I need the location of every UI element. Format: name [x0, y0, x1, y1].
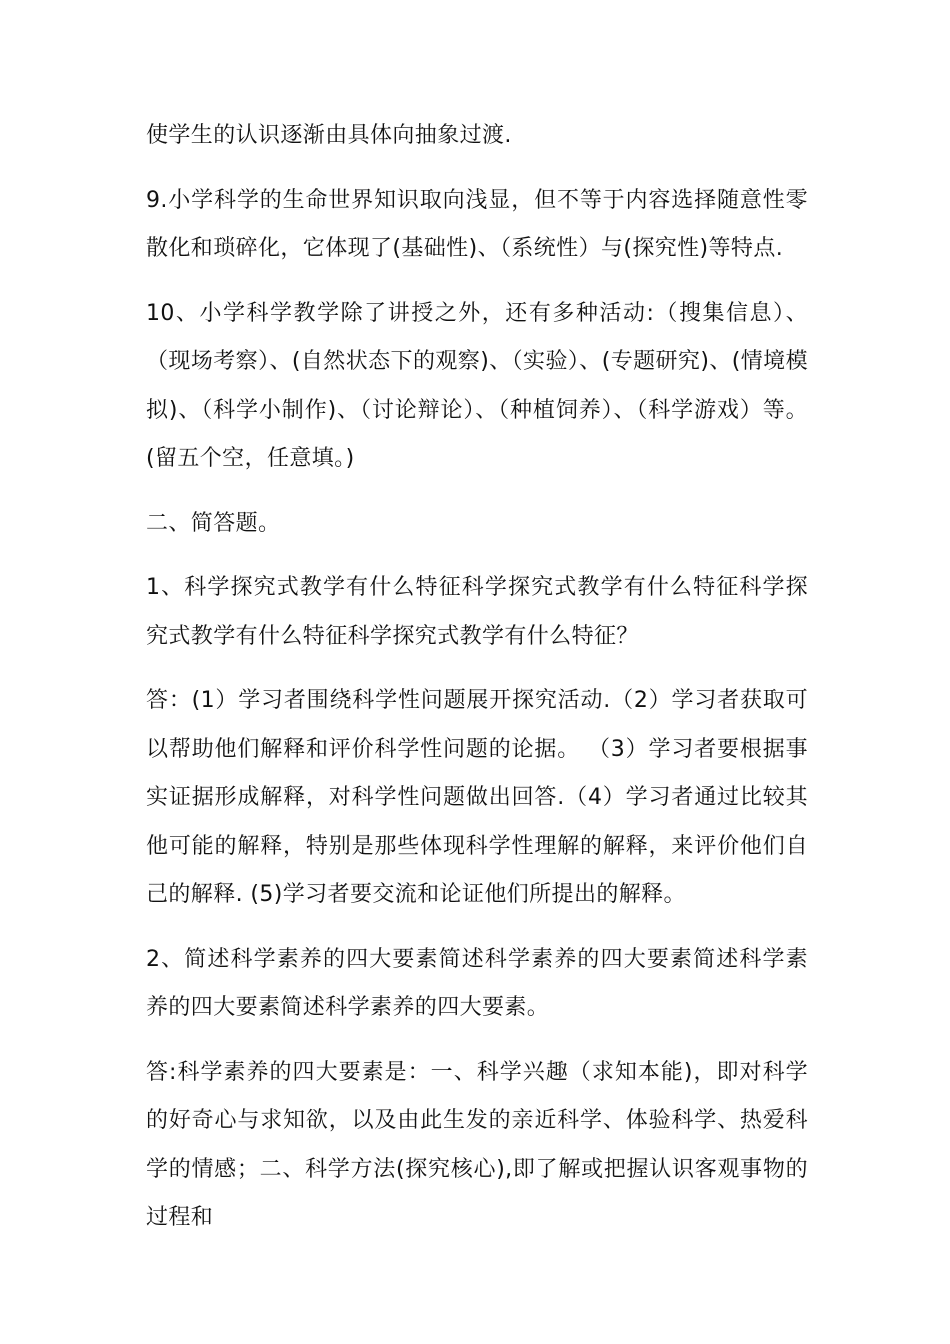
answer-1: 答：(1）学习者围绕科学性问题展开探究活动.（2）学习者获取可以帮助他们解释和评价科学性问题的论据。 （3）学习者要根据事实证据形成解释，对科学性问题做出回答.（4）学习者通过比较其他可能的解释，特别是那些体现科学性理解的解释，来评价他们自己的解释. (5)学习者要交流和论证他们所提出的解释。 — [146, 688, 808, 907]
paragraph-item-9: 9.小学科学的生命世界知识取向浅显，但不等于内容选择随意性零散化和琐碎化，它体现了(基础性)、（系统性）与(探究性)等特点. — [146, 187, 808, 261]
answer-2: 答:科学素养的四大要素是：一、科学兴趣（求知本能)，即对科学的好奇心与求知欲，以及由此生发的亲近科学、体验科学、热爱科学的情感；二、科学方法(探究核心),即了解或把握认识客观事物的过程和 — [146, 1059, 808, 1230]
document-body — [146, 112, 808, 1259]
question-2: 2、简述科学素养的四大要素简述科学素养的四大要素简述科学素养的四大要素简述科学素养的四大要素。 — [146, 946, 808, 1020]
section-heading-short-answer: 二、简答题。 — [146, 510, 281, 536]
paragraph-item-10: 10、小学科学教学除了讲授之外，还有多种活动:（搜集信息）、（现场考察）、(自然状态下的观察)、（实验）、(专题研究)、(情境模拟)、（科学小制作)、（讨论辩论）、（种植饲养）、（科学游戏）等。(留五个空，任意填。) — [146, 300, 808, 471]
question-1: 1、科学探究式教学有什么特征科学探究式教学有什么特征科学探究式教学有什么特征科学探究式教学有什么特征？ — [146, 575, 808, 649]
paragraph-intro-continuation: 使学生的认识逐渐由具体向抽象过渡. — [146, 123, 512, 148]
